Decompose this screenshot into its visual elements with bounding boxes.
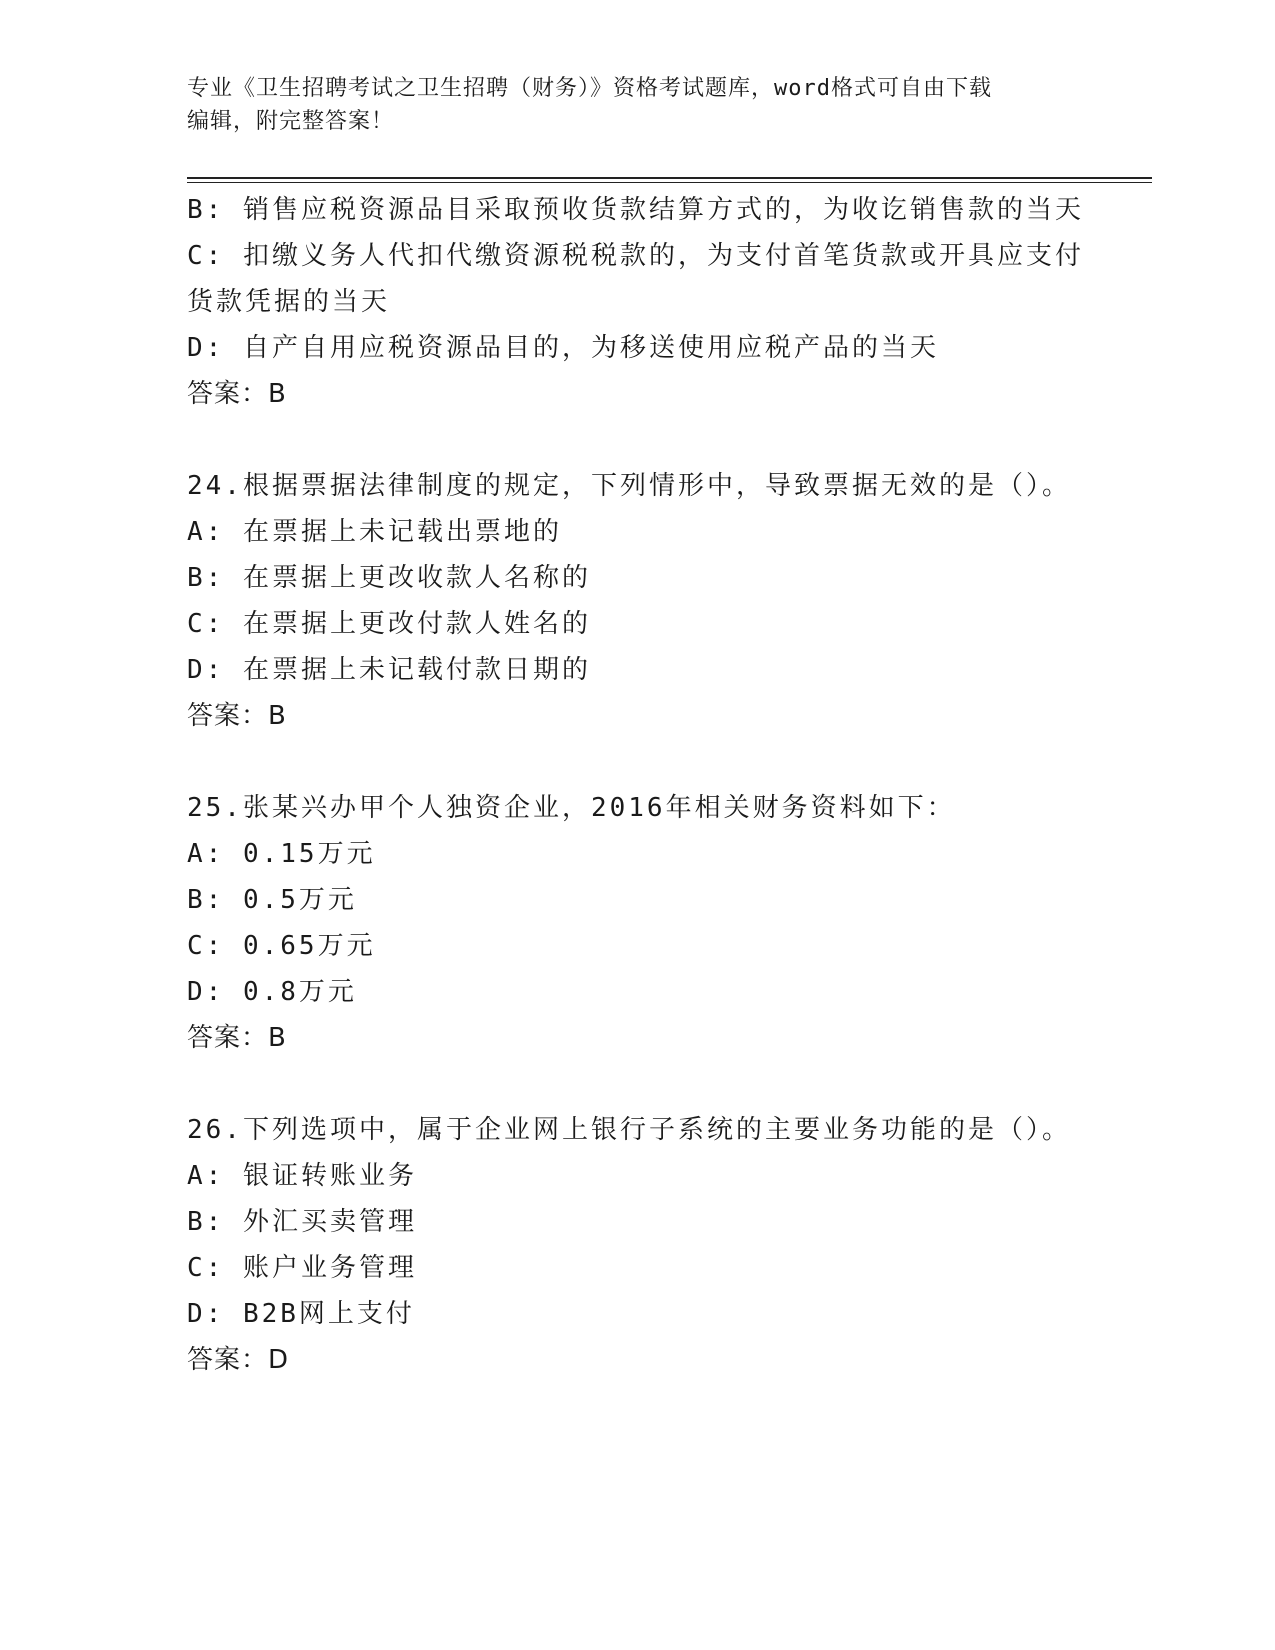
- question-list: [187, 187, 1087, 1383]
- option-c: C: 账户业务管理: [187, 1253, 417, 1283]
- question-stem: 24.根据票据法律制度的规定，下列情形中，导致票据无效的是（）。: [187, 471, 1071, 501]
- question-block-23: [187, 187, 1087, 417]
- spacer: [187, 417, 1087, 463]
- header-line-2: 编辑，附完整答案！: [187, 109, 395, 134]
- answer: 答案：B: [187, 1023, 287, 1053]
- option-b: B: 在票据上更改收款人名称的: [187, 563, 591, 593]
- answer: 答案：B: [187, 379, 287, 409]
- option-c-line-1: C: 扣缴义务人代扣代缴资源税税款的，为支付首笔货款或开具应支付: [187, 241, 1084, 271]
- spacer: [187, 1061, 1087, 1107]
- spacer: [187, 739, 1087, 785]
- option-b: B: 外汇买卖管理: [187, 1207, 417, 1237]
- option-b: B: 销售应税资源品目采取预收货款结算方式的，为收讫销售款的当天: [187, 195, 1084, 225]
- question-stem: 26.下列选项中，属于企业网上银行子系统的主要业务功能的是（）。: [187, 1115, 1071, 1145]
- header-divider-thick: [187, 177, 1152, 179]
- option-c: C: 0.65万元: [187, 931, 376, 961]
- question-block-26: [187, 1107, 1087, 1383]
- option-d: D: B2B网上支付: [187, 1299, 415, 1329]
- option-d: D: 在票据上未记载付款日期的: [187, 655, 591, 685]
- question-block-24: [187, 463, 1087, 739]
- question-block-25: [187, 785, 1087, 1061]
- answer: 答案：D: [187, 1345, 290, 1375]
- document-header: [187, 72, 1087, 138]
- option-a: A: 银证转账业务: [187, 1161, 417, 1191]
- option-d: D: 0.8万元: [187, 977, 357, 1007]
- option-a: A: 在票据上未记载出票地的: [187, 517, 562, 547]
- option-d: D: 自产自用应税资源品目的，为移送使用应税产品的当天: [187, 333, 939, 363]
- answer: 答案：B: [187, 701, 287, 731]
- option-c-line-2: 货款凭据的当天: [187, 287, 391, 317]
- option-c: C: 在票据上更改付款人姓名的: [187, 609, 591, 639]
- option-b: B: 0.5万元: [187, 885, 357, 915]
- question-stem: 25.张某兴办甲个人独资企业，2016年相关财务资料如下：: [187, 793, 956, 823]
- option-a: A: 0.15万元: [187, 839, 376, 869]
- header-divider-thin: [187, 182, 1152, 183]
- header-line-1: 专业《卫生招聘考试之卫生招聘（财务）》资格考试题库，word格式可自由下载: [187, 76, 992, 101]
